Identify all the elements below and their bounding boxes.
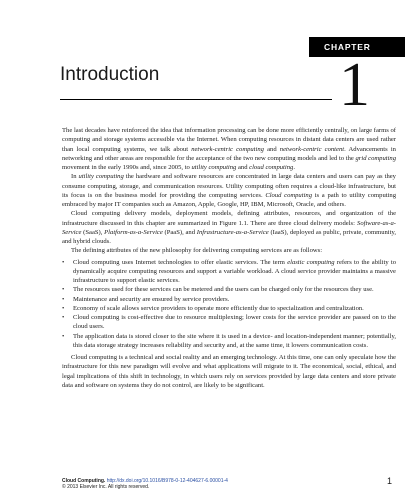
list-item: [62, 332, 396, 351]
list-item-text: The application data is stored closer to the site where it is used in a device- and location-independent manner; potentially, this data storage strategy increases reliability and security and, at the same time, it lowers communication costs.: [73, 332, 396, 349]
body-text: [62, 126, 396, 390]
paragraph-2: In utility computing the hardware and software resources are concentrated in large data centers and users can pay as they consume computing, storage, and communication resources. Utility computing often requires a cloud-like infrastructure, but its focus is on the business model for providing the computing services. Cloud computing is a path to utility computing embraced by major IT companies such as Amazon, Apple, Google, HP, IBM, Microsoft, Oracle, and others.: [62, 173, 396, 208]
list-item: [62, 295, 396, 304]
list-item-text: Cloud computing uses Internet technologies to offer elastic services. The term elastic computing refers to the ability to dynamically acquire computing resources and support a variable workload. A cloud service provider maintains a massive infrastructure to support elastic services.: [73, 258, 397, 284]
list-item-text: Maintenance and security are ensured by service providers.: [73, 295, 230, 303]
chapter-number: 1: [339, 51, 370, 119]
bullet-icon: •: [62, 314, 65, 321]
bullet-icon: •: [62, 332, 65, 340]
bullet-icon: •: [62, 258, 65, 266]
list-item: [62, 304, 396, 313]
list-item: [62, 258, 396, 286]
doi-link[interactable]: http://dx.doi.org/10.1016/B978-0-12-404627-6.00001-4: [106, 478, 228, 484]
list-item-text: Economy of scale allows service providers to operate more efficiently due to specialization and centralization.: [73, 304, 364, 312]
list-item-text: The resources used for these services can be metered and the users can be charged only for the resources they use.: [73, 286, 374, 294]
bullet-icon: •: [62, 304, 65, 312]
list-item: [62, 313, 396, 332]
attribute-list: [62, 258, 396, 351]
list-item-text: Cloud computing is cost-effective due to resource multiplexing; lower costs for the service provider are passed on to the cloud users.: [73, 314, 396, 331]
paragraph-3: Cloud computing delivery models, deployment models, defining attributes, resources, and organization of the infrastructure discussed in this chapter are summarized in Figure 1.1. There are three cloud delivery models: Software-as-a-Service (SaaS), Platform-as-a-Service (PaaS), and Infrastructure-as-a-Service (IaaS), deployed as public, private, community, and hybrid clouds.: [62, 210, 396, 245]
paragraph-4: The defining attributes of the new philosophy for delivering computing services are as follows:: [71, 247, 323, 255]
chapter-title: Introduction: [60, 64, 160, 85]
paragraph-5: Cloud computing is a technical and social reality and an emerging technology. At this time, one can only speculate how the infrastructure for this new paradigm will evolve and what applications will migrate to it. The economical, social, ethical, and legal implications of this shift in technology, in which users rely on services provided by large data centers and store private data and software on systems they do not control, are likely to be significant.: [62, 354, 396, 389]
title-rule: [60, 99, 332, 100]
bullet-icon: •: [62, 295, 65, 303]
paragraph-1: The last decades have reinforced the idea that information processing can be done more efficiently centrally, on large farms of computing and storage systems accessible via the Internet. When computing resources in distant data centers are used rather than local computing systems, we talk about network-centric computing and network-centric content. Advancements in networking and other areas are responsible for the acceptance of the two new computing models and led to the grid computing movement in the early 1990s and, since 2005, to utility computing and cloud computing.: [62, 127, 396, 171]
footer: [62, 478, 228, 490]
bullet-icon: •: [62, 286, 65, 294]
chapter-badge-label: CHAPTER: [324, 42, 371, 52]
footer-book-title: Cloud Computing.: [62, 478, 106, 484]
footer-copyright: © 2013 Elsevier Inc. All rights reserved.: [62, 484, 150, 490]
list-item: [62, 285, 396, 294]
page-number: 1: [387, 476, 393, 486]
